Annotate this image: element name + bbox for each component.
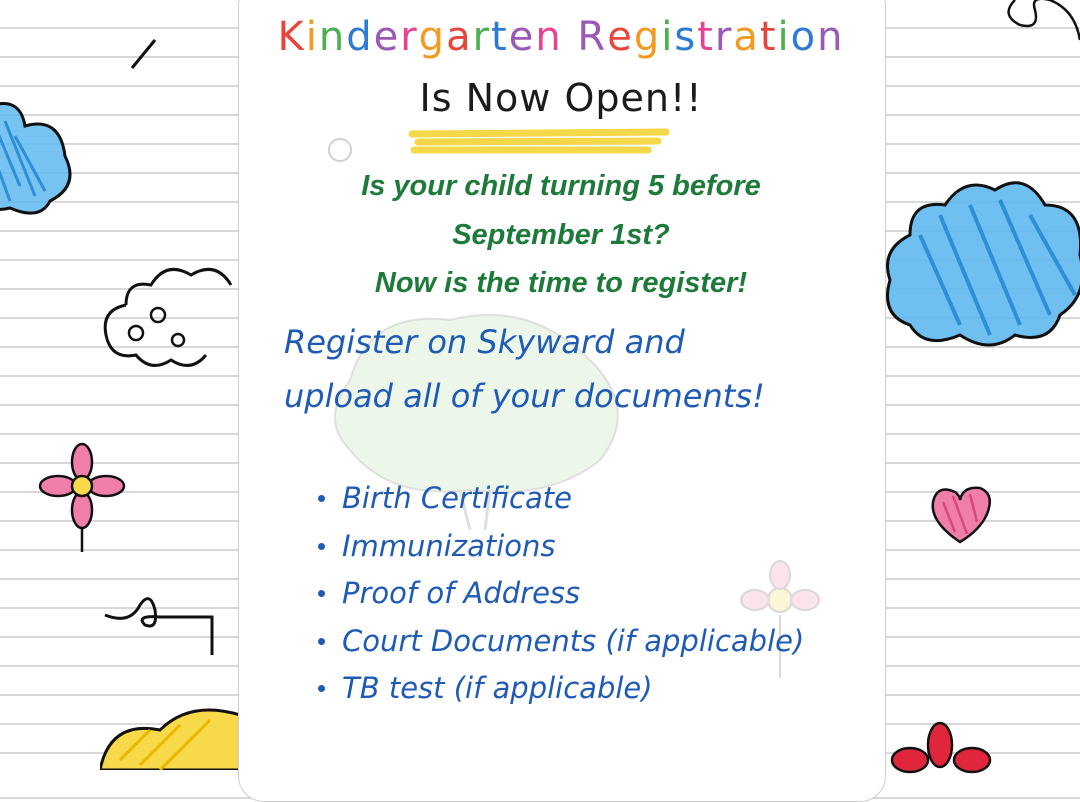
bullet-icon [318,638,325,645]
yellow-highlight-stroke [408,124,670,158]
list-item [314,666,804,714]
bullet-icon [318,685,325,692]
document-label: TB test (if applicable) [342,671,653,705]
headline-letter: a [733,14,760,60]
headline-letter: e [373,14,401,60]
headline-letter: i [661,14,675,60]
question-line-1: Is your child turning 5 before [361,170,761,202]
cloud-outline-doodle [96,255,246,375]
pink-heart-doodle [925,482,995,548]
bullet-icon [318,543,325,550]
headline-letter: g [633,14,662,60]
swirl-doodle [995,0,1080,55]
pink-flower-doodle [34,440,134,555]
list-item [314,571,804,619]
document-label: Court Documents (if applicable) [342,623,805,658]
headline-letter: t [697,14,715,60]
headline-letter [563,14,578,60]
yellow-cloud-doodle [100,700,240,770]
headline-letter: e [607,14,634,60]
headline-now-open: Is Now Open!! [419,76,703,120]
sun-doodle [60,0,260,80]
list-item [314,524,804,572]
headline-letter: t [759,14,778,60]
headline-letter: t [491,14,509,60]
list-item [314,476,804,524]
headline-letter: R [577,14,608,60]
bullet-icon [318,590,325,597]
list-item [314,619,804,667]
question-line-3: Now is the time to register! [374,267,748,299]
curly-arrow-doodle [100,595,220,665]
document-label: Birth Certificate [342,481,572,515]
headline-letter: o [790,14,818,60]
headline-letter: K [277,14,306,60]
headline-letter: r [400,14,419,60]
watermark-circles-doodle [325,135,365,175]
headline-letter: a [446,14,473,60]
blue-cloud-left-doodle [0,96,90,226]
instruction-line-1: Register on Skyward and [284,323,685,361]
headline-letter: e [508,14,536,60]
bullet-icon [318,495,325,502]
headline-letter: n [535,14,563,60]
question-line-2: September 1st? [452,219,670,251]
headline-letter: s [674,14,698,60]
headline-letter: n [318,14,347,60]
headline-letter: i [777,14,791,60]
headline-letter: n [817,14,845,60]
headline-letter: r [472,14,492,60]
required-documents-list [314,476,804,714]
headline-letter: g [418,14,447,60]
headline-letter: r [714,14,734,60]
document-label: Immunizations [342,528,556,563]
instruction-line-2: upload all of your documents! [284,377,765,415]
red-flower-doodle [880,715,1000,775]
headline-letter: i [305,14,319,60]
document-label: Proof of Address [342,576,581,610]
blue-cloud-right-doodle [880,175,1080,355]
headline-letter: d [346,14,374,60]
headline-kindergarten-registration [238,14,884,60]
